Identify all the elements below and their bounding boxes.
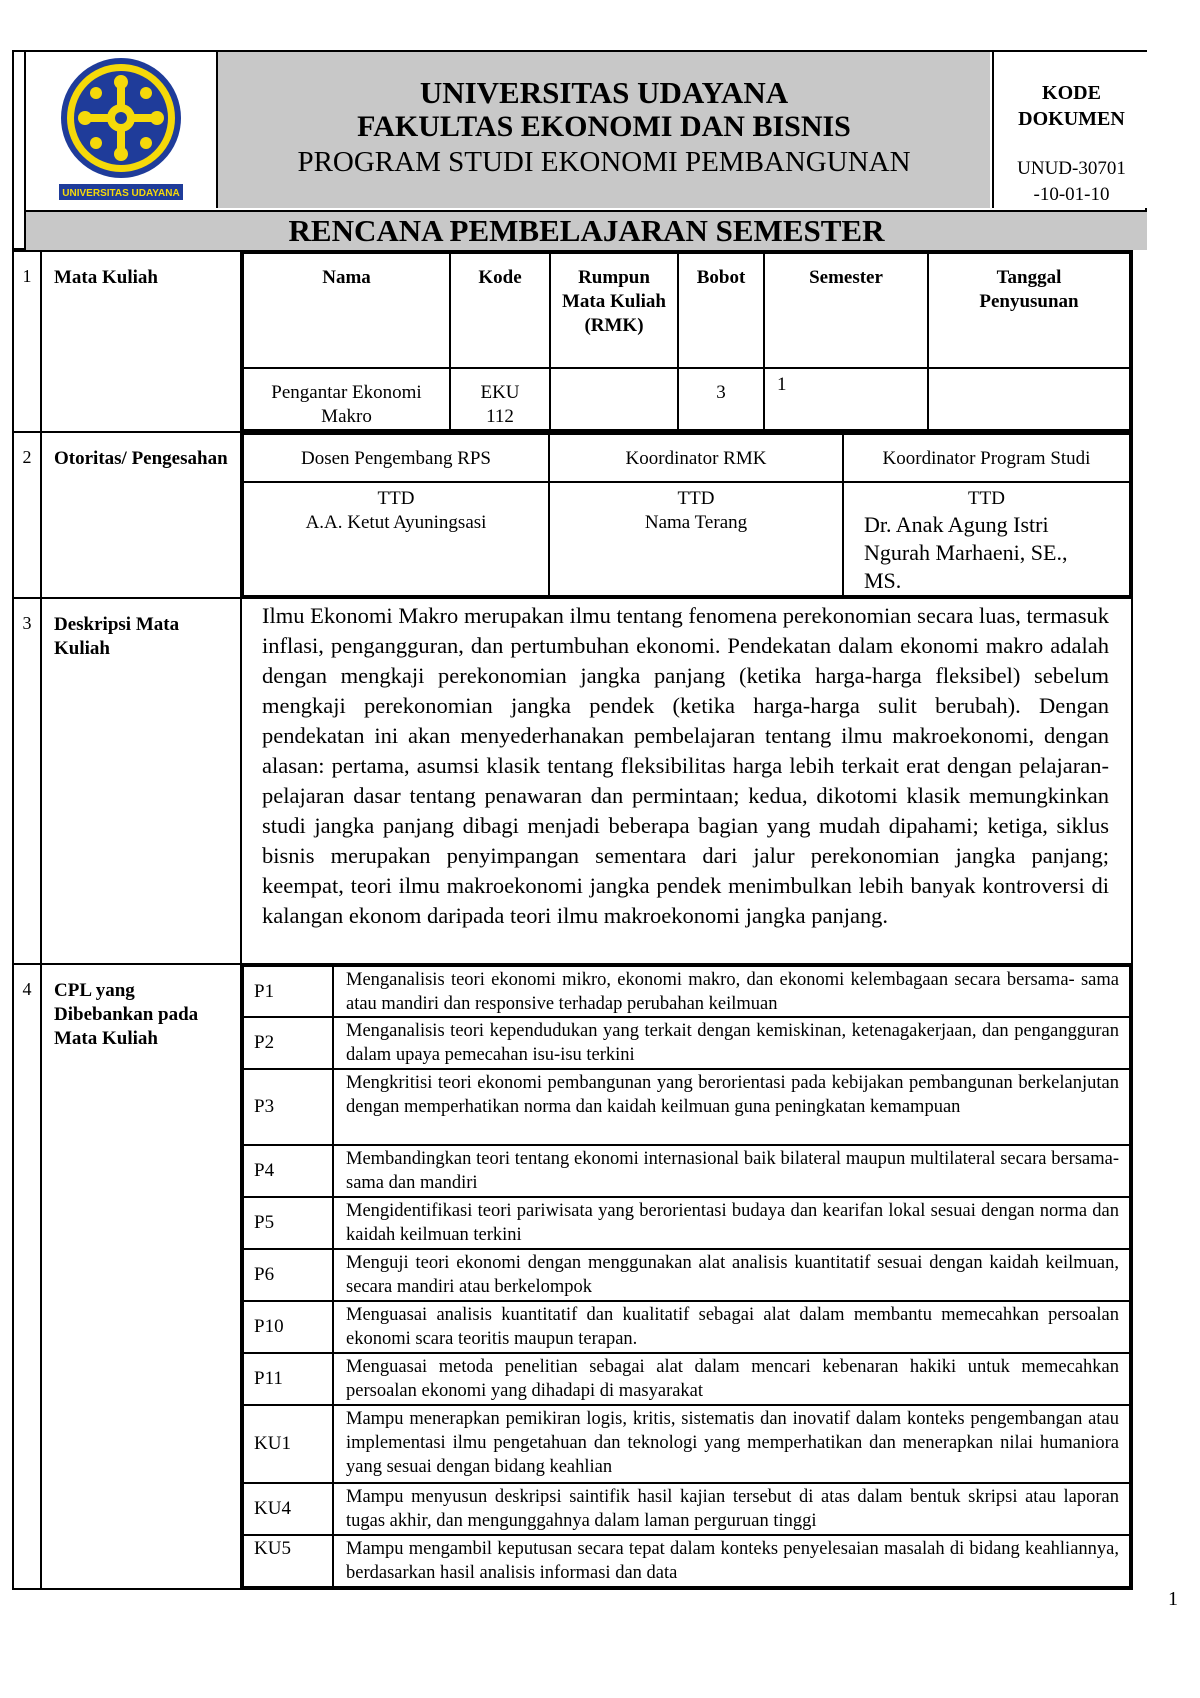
prodi-signature [843,482,1130,596]
header-nama: Nama [243,253,450,368]
row-label: Deskripsi Mata Kuliah [41,598,241,964]
cpl-code: P4 [243,1145,333,1197]
cpl-code: P5 [243,1197,333,1249]
cpl-code: KU1 [243,1405,333,1483]
value-bobot: 3 [678,368,764,430]
cpl-row [243,966,1130,1017]
header-dosen-pengembang: Dosen Pengembang RPS [243,434,549,482]
cpl-text: Menguasai metoda penelitian sebagai alat dalam mencari kebenaran hakiki untuk memecahkan persoalan ekonomi yang dihadapi di masyarakat [333,1353,1130,1405]
title-cell [218,52,990,208]
cpl-row [243,1145,1130,1197]
document-title: RENCANA PEMBELAJARAN SEMESTER [26,210,1147,250]
table-row [13,598,1132,964]
cpl-row [243,1483,1130,1535]
cpl-row [243,1353,1130,1405]
cpl-code: KU5 [243,1535,333,1587]
header-kode: Kode [450,253,550,368]
cpl-cell [241,964,1132,1589]
value-nama: Pengantar Ekonomi Makro [243,368,450,430]
page-number: 1 [1168,1588,1178,1610]
prodi-name: Dr. Anak Agung Istri Ngurah Marhaeni, SE., MS. [864,512,1068,593]
value-kode: EKU 112 [450,368,550,430]
cpl-row [243,1535,1130,1587]
faculty-name: FAKULTAS EKONOMI DAN BISNIS [357,110,851,143]
program-name: PROGRAM STUDI EKONOMI PEMBANGUNAN [297,146,911,178]
header-koordinator-rmk: Koordinator RMK [549,434,843,482]
header-left-strip [14,52,26,248]
cpl-code: P2 [243,1017,333,1069]
table-row [13,964,1132,1589]
cpl-text: Menguji teori ekonomi dengan menggunakan alat analisis kuantitatif sesuai dengan kaidah keilmuan, secara mandiri atau berkelompok [333,1249,1130,1301]
header-rumpun: Rumpun Mata Kuliah (RMK) [550,253,678,368]
university-name: UNIVERSITAS UDAYANA [419,75,789,110]
header-bobot: Bobot [678,253,764,368]
cpl-code: P10 [243,1301,333,1353]
ttd-label: TTD [677,488,715,509]
cpl-row [243,1069,1130,1145]
header-semester: Semester [764,253,928,368]
cpl-row [243,1249,1130,1301]
dosen-name: A.A. Ketut Ayuningsasi [305,512,487,533]
value-rumpun [550,368,678,430]
cpl-code: P3 [243,1069,333,1145]
cpl-text: Mampu mengambil keputusan secara tepat dalam konteks penyelesaian masalah di bidang keahliannya, berdasarkan hasil analisis informasi dan data [333,1535,1130,1587]
row-number: 1 [13,251,41,432]
value-tanggal [928,368,1130,430]
cpl-text: Mengidentifikasi teori pariwisata yang berorientasi budaya dan kearifan lokal sesuai dengan norma dan kaidah keilmuan terkini [333,1197,1130,1249]
row-label: Otoritas/ Pengesahan [41,432,241,598]
university-logo-icon [54,54,188,204]
cpl-code: KU4 [243,1483,333,1535]
cpl-row [243,1017,1130,1069]
mata-kuliah-cell [241,251,1132,432]
kode-dokumen-value: UNUD-30701-10-01-10 [1017,158,1126,205]
cpl-text: Mampu menyusun deskripsi saintifik hasil kajian tersebut di atas dalam bentuk skripsi atau laporan tugas akhir, dan mengunggahnya dalam laman perguruan tinggi [333,1483,1130,1535]
kode-dokumen-cell [992,52,1149,208]
rmk-name: Nama Terang [644,512,748,533]
row-number: 3 [13,598,41,964]
cpl-row [243,1405,1130,1483]
mata-kuliah-table [242,252,1131,431]
ttd-label: TTD [377,488,415,509]
cpl-text: Menganalisis teori kependudukan yang terkait dengan kemiskinan, ketenagakerjaan, dan pengangguran dalam upaya pemecahan isu-isu terkini [333,1017,1130,1069]
cpl-text: Membandingkan teori tentang ekonomi internasional baik bilateral maupun multilateral secara bersama- sama dan mandiri [333,1145,1130,1197]
table-row [13,432,1132,598]
table-row [13,251,1132,432]
cpl-text: Menguasai analisis kuantitatif dan kualitatif sebagai alat dalam membantu memecahkan persoalan ekonomi scara teoritis maupun terapan. [333,1301,1130,1353]
rps-table [12,250,1133,1590]
cpl-row [243,1197,1130,1249]
cpl-text: Mampu menerapkan pemikiran logis, kritis, sistematis dan inovatif dalam konteks pengembangan atau implementasi ilmu pengetahuan dan teknologi yang memperhatikan dan menerapkan nilai humaniora yang sesuai dengan bidang keahlian [333,1405,1130,1483]
cpl-table [242,965,1131,1588]
row-number: 2 [13,432,41,598]
logo-banner-text: UNIVERSITAS UDAYANA [62,188,180,199]
ttd-label: TTD [968,488,1005,509]
row-number: 4 [13,964,41,1589]
header-tanggal: Tanggal Penyusunan [928,253,1130,368]
dosen-signature [243,482,549,596]
cpl-text: Mengkritisi teori ekonomi pembangunan yang berorientasi pada kebijakan pembangunan berkelanjutan dengan memperhatikan norma dan kaidah keilmuan guna peningkatan kemampuan [333,1069,1130,1145]
cpl-code: P6 [243,1249,333,1301]
otoritas-table [242,433,1131,597]
deskripsi-text: Ilmu Ekonomi Makro merupakan ilmu tentang fenomena perekonomian secara luas, termasuk inflasi, pengangguran, dan pertumbuhan ekonomi. Pendekatan dalam ekonomi makro adalah dengan mengkaji perekonomian jangka panjang (ketika harga-harga fleksibel) sebelum mengkaji perekonomian jangka pendek (ketika harga-harga sulit berubah). Dengan pendekatan ini akan menyederhanakan pembelajaran tentang ilmu makroekonomi, dengan alasan: pertama, asumsi klasik tentang fleksibilitas harga lebih terkait erat dengan pelajaran-pelajaran dasar tentang penawaran dan permintaan; kedua, dikotomi klasik memungkinkan studi jangka panjang dibagi menjadi beberapa bagian yang mudah dipahami; ketiga, siklus bisnis merupakan penyimpangan sementara dari jalur perekonomian jangka panjang; keempat, teori ilmu makroekonomi jangka pendek menimbulkan lebih banyak kontroversi di kalangan ekonom daripada teori ilmu makroekonomi jangka panjang. [241,598,1132,964]
cpl-code: P1 [243,966,333,1017]
row-label: Mata Kuliah [41,251,241,432]
logo-cell [26,52,218,208]
value-semester: 1 [764,368,928,430]
cpl-row [243,1301,1130,1353]
cpl-code: P11 [243,1353,333,1405]
kode-dokumen-label: KODE DOKUMEN [1018,82,1125,130]
cpl-text: Menganalisis teori ekonomi mikro, ekonomi makro, dan ekonomi kelembagaan secara bersama- sama atau mandiri dan responsive terhadap perubahan keilmuan [333,966,1130,1017]
rmk-signature [549,482,843,596]
otoritas-cell [241,432,1132,598]
row-label: CPL yang Dibebankan pada Mata Kuliah [41,964,241,1589]
header-koordinator-prodi: Koordinator Program Studi [843,434,1130,482]
document-header [12,50,1147,250]
